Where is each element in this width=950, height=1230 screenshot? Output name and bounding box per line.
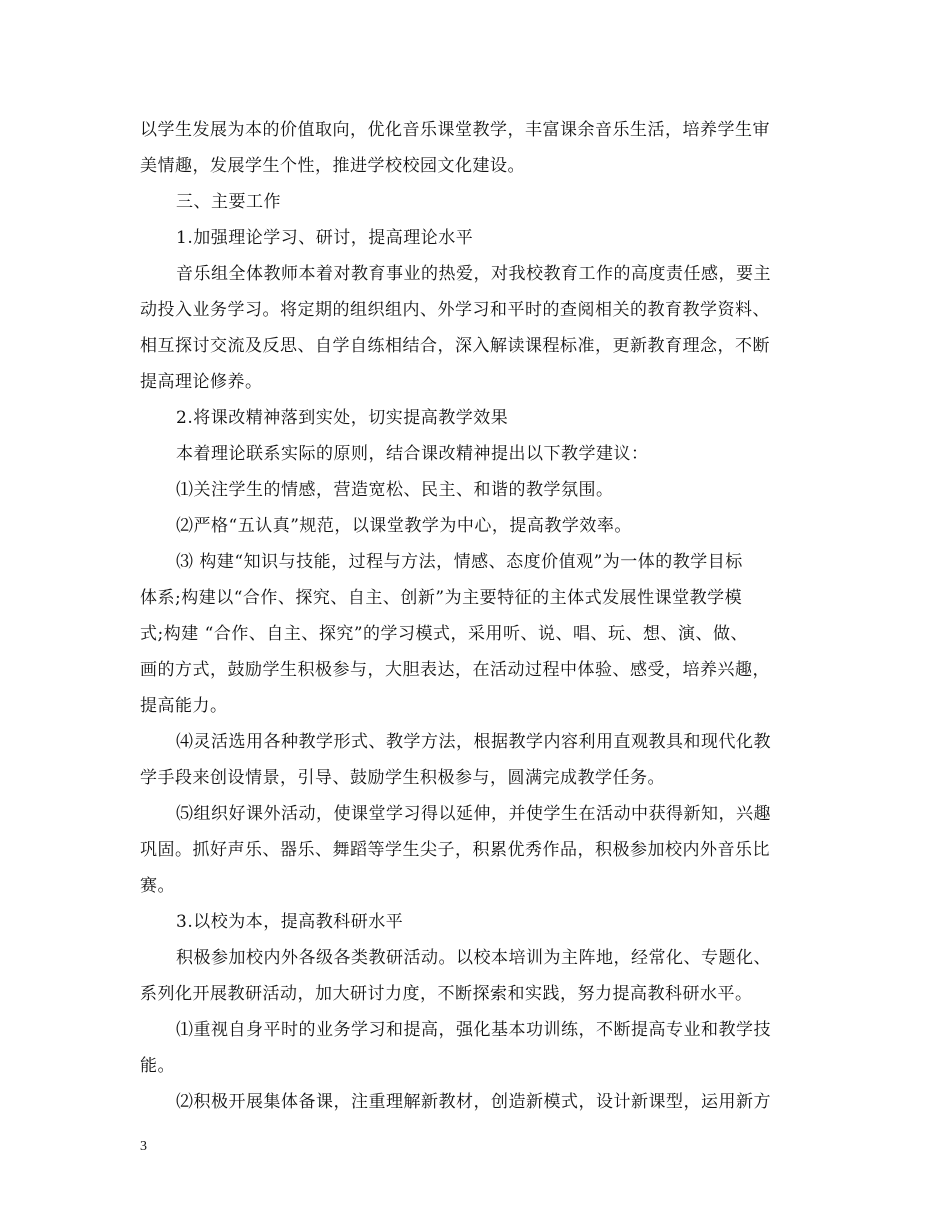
text-line: 巩固。抓好声乐、器乐、舞蹈等学生尖子，积累优秀作品，积极参加校内外音乐比 [140, 840, 770, 860]
text-line: 提高理论修养。 [140, 372, 263, 392]
text-line: 音乐组全体教师本着对教育事业的热爱，对我校教育工作的高度责任感，要主 [176, 264, 771, 284]
page-number: 3 [140, 1139, 147, 1154]
text-line: 积极参加校内外各级各类教研活动。以校本培训为主阵地，经常化、专题化、 [176, 948, 771, 968]
text-line: ⑴重视自身平时的业务学习和提高，强化基本功训练，不断提高专业和教学技 [176, 1020, 771, 1040]
text-line: ⑶ 构建“知识与技能，过程与方法，情感、态度价值观”为一体的教学目标 [176, 552, 743, 572]
text-line: ⑴关注学生的情感，营造宽松、民主、和谐的教学氛围。 [176, 480, 614, 500]
text-line: 以学生发展为本的价值取向，优化音乐课堂教学，丰富课余音乐生活，培养学生审 [140, 120, 770, 140]
text-line: 提高能力。 [140, 696, 228, 716]
text-line: 动投入业务学习。将定期的组织组内、外学习和平时的查阅相关的教育教学资料、 [140, 300, 770, 320]
text-line: 能。 [140, 1056, 175, 1076]
text-line: 1.加强理论学习、研讨，提高理论水平 [176, 228, 474, 248]
text-line: ⑷灵活选用各种教学形式、教学方法，根据教学内容利用直观教具和现代化教 [176, 732, 771, 752]
document-body [140, 112, 815, 1120]
text-line: ⑵积极开展集体备课，注重理解新教材，创造新模式，设计新课型，运用新方 [176, 1092, 771, 1112]
text-line: 3.以校为本，提高教科研水平 [176, 912, 404, 932]
text-line: 相互探讨交流及反思、自学自练相结合，深入解读课程标准，更新教育理念，不断 [140, 336, 770, 356]
text-line: 画的方式，鼓励学生积极参与，大胆表达，在活动过程中体验、感受，培养兴趣， [140, 660, 770, 680]
text-line: ⑵严格“五认真”规范，以课堂教学为中心，提高教学效率。 [176, 516, 632, 536]
text-line: 美情趣，发展学生个性，推进学校校园文化建设。 [140, 156, 525, 176]
text-line: 体系;构建以“合作、探究、自主、创新”为主要特征的主体式发展性课堂教学模 [140, 588, 743, 608]
text-line: 赛。 [140, 876, 175, 896]
text-line: 三、主要工作 [176, 192, 281, 212]
text-line: 学手段来创设情景，引导、鼓励学生积极参与，圆满完成教学任务。 [140, 768, 665, 788]
text-line: ⑸组织好课外活动，使课堂学习得以延伸，并使学生在活动中获得新知，兴趣 [176, 804, 771, 824]
text-line: 2.将课改精神落到实处，切实提高教学效果 [176, 408, 509, 428]
text-line: 本着理论联系实际的原则，结合课改精神提出以下教学建议： [176, 444, 649, 464]
text-line: 系列化开展教研活动，加大研讨力度，不断探索和实践，努力提高教科研水平。 [140, 984, 753, 1004]
text-line: 式;构建 “合作、自主、探究”的学习模式，采用听、说、唱、玩、想、演、做、 [140, 624, 749, 644]
